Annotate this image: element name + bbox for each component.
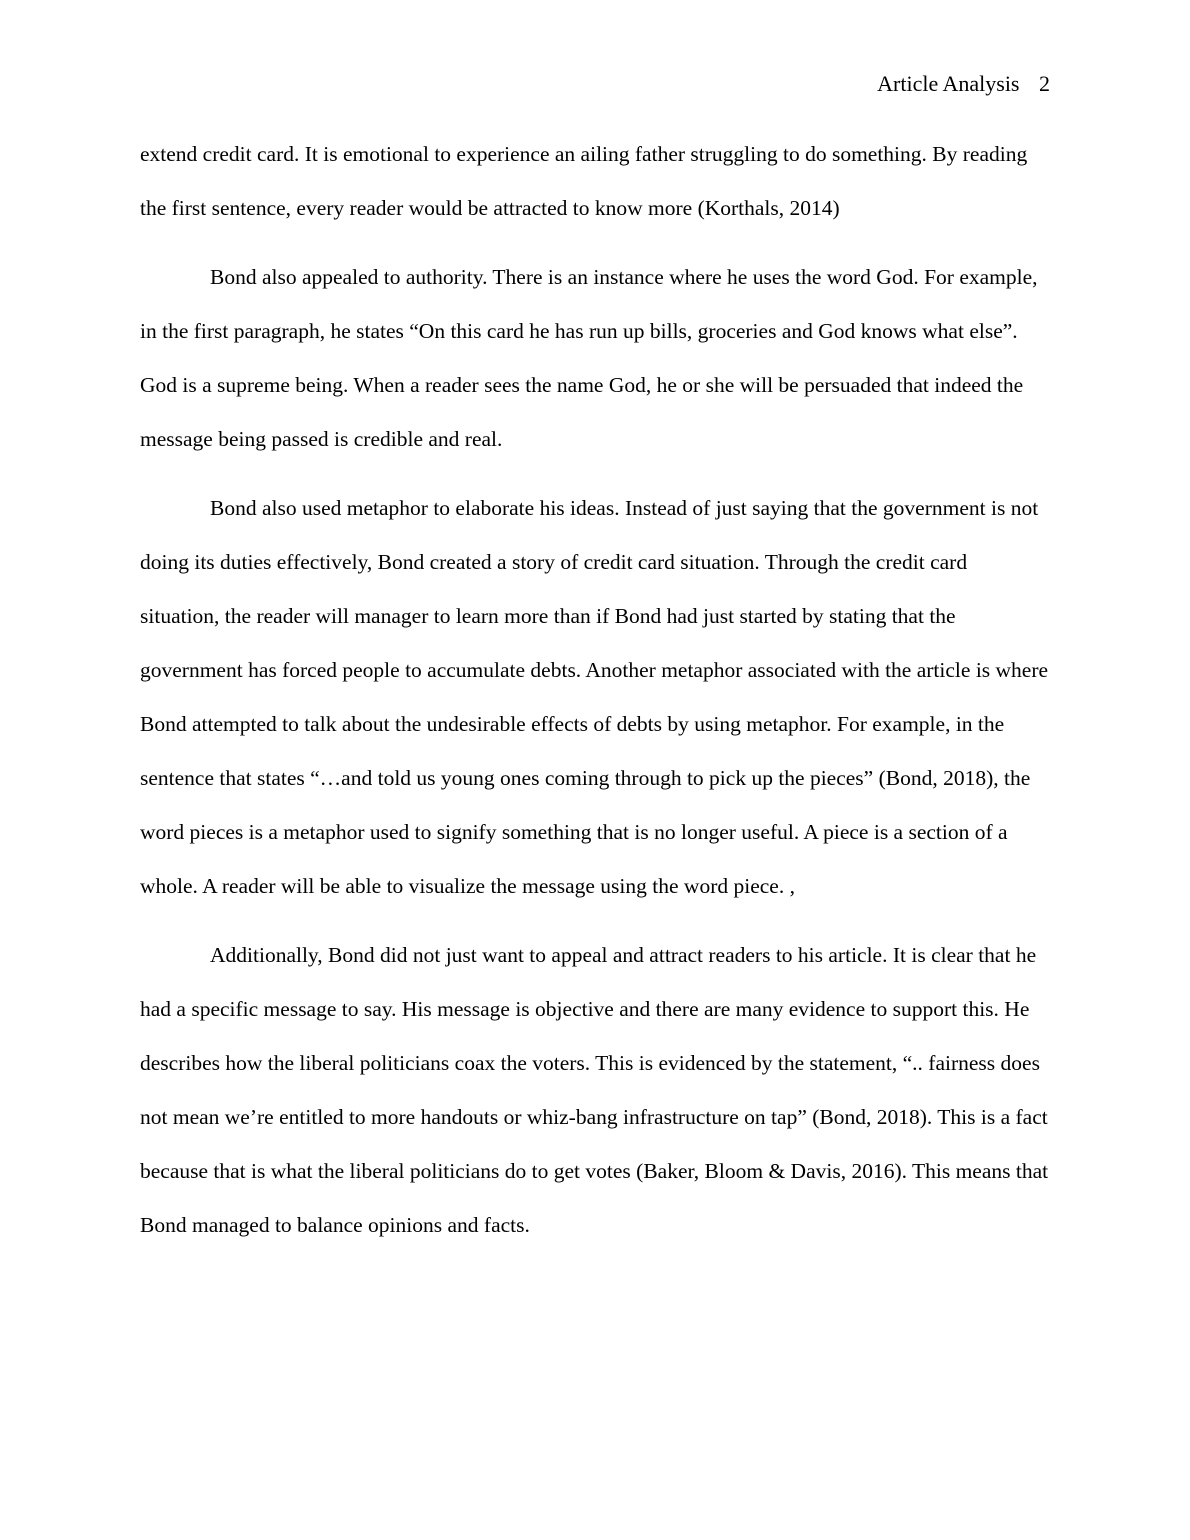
paragraph-continued: extend credit card. It is emotional to experience an ailing father struggling to do something. By reading the first sentence, every reader would be attracted to know more (Korthals, 2014) [140, 142, 1028, 220]
paragraph-objectivity: Additionally, Bond did not just want to appeal and attract readers to his article. It is clear that he had a specific message to say. His message is objective and there are many evidence to support this. He describes how the liberal politicians coax the voters. This is evidenced by the statement, “.. fairness does not mean we’re entitled to more handouts or whiz-bang infrastructure on tap” (Bond, 2018). This is a fact because that is what the liberal politicians do to get votes (Baker, Bloom & Davis, 2016). This means that Bond managed to balance opinions and facts. [140, 943, 1049, 1237]
running-head-title: Article Analysis [877, 71, 1020, 96]
paragraph-metaphor: Bond also used metaphor to elaborate his ideas. Instead of just saying that the government is not doing its duties effectively, Bond created a story of credit card situation. Through the credit card situation, the reader will manager to learn more than if Bond had just started by stating that the government has forced people to accumulate debts. Another metaphor associated with the article is where Bond attempted to talk about the undesirable effects of debts by using metaphor. For example, in the sentence that states “…and told us young ones coming through to pick up the pieces” (Bond, 2018), the word pieces is a metaphor used to signify something that is no longer useful. A piece is a section of a whole. A reader will be able to visualize the message using the word piece. , [140, 496, 1049, 898]
paragraph-appeal-to-authority: Bond also appealed to authority. There is an instance where he uses the word God. For example, in the first paragraph, he states “On this card he has run up bills, groceries and God knows what else”. God is a supreme being. When a reader sees the name God, he or she will be persuaded that indeed the message being passed is credible and real. [140, 265, 1038, 451]
document-body [140, 127, 1050, 1267]
running-head [877, 70, 1050, 98]
page-number: 2 [1039, 71, 1050, 96]
